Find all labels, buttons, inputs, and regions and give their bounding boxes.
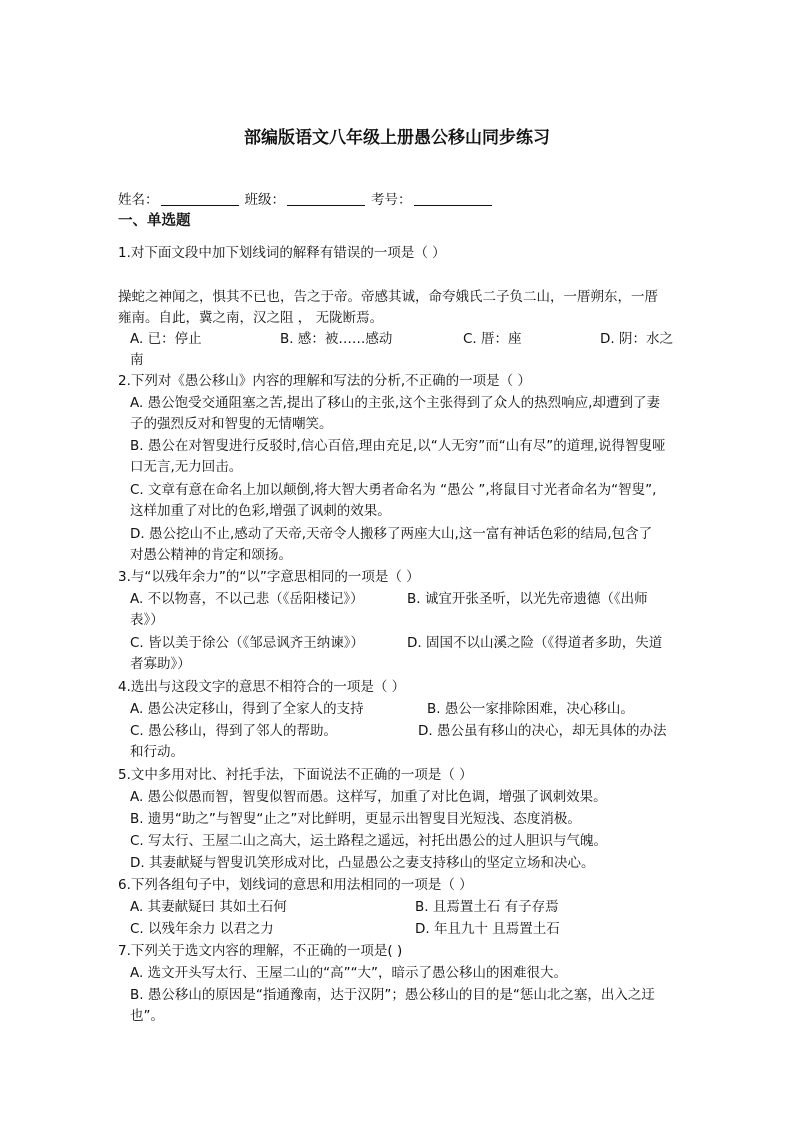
question-2-stem: 2.下列对《愚公移山》内容的理解和写法的分析,不正确的一项是（ ）	[118, 373, 531, 389]
exam-no-field[interactable]	[414, 191, 492, 206]
name-label: 姓名：	[118, 192, 159, 208]
q1-option-d[interactable]: D. 阴：水之	[600, 331, 673, 347]
q6-option-b[interactable]: B. 且焉置土石 有子存焉	[415, 899, 559, 915]
question-4-stem: 4.选出与这段文字的意思不相符合的一项是（ ）	[118, 679, 406, 695]
question-6-options-row-1	[130, 897, 690, 918]
question-1-stem: 1.对下面文段中加下划线词的解释有错误的一项是（ ）	[118, 245, 446, 261]
question-3-options-row-1	[130, 589, 690, 610]
q6-option-a[interactable]: A. 其妻献疑曰 其如土石何	[130, 899, 287, 915]
q4-option-d[interactable]: D. 愚公虽有移山的决心，却无具体的办法	[418, 723, 667, 739]
q3-option-a[interactable]: A. 不以物喜，不以己悲（《岳阳楼记》）	[130, 591, 364, 607]
q1-option-d-continued: 南	[130, 352, 144, 368]
section-heading: 一、单选题	[118, 213, 191, 229]
q4-option-a[interactable]: A. 愚公决定移山，得到了全家人的支持	[130, 701, 364, 717]
q2-option-d[interactable]: D. 愚公挖山不止,感动了天帝,天帝令人搬移了两座大山,这一富有神话色彩的结局,包含了	[130, 526, 653, 542]
question-1-options	[130, 329, 690, 350]
page-title: 部编版语文八年级上册愚公移山同步练习	[244, 128, 550, 148]
name-field[interactable]	[161, 191, 239, 206]
question-1-passage-line-1: 操蛇之神闻之，惧其不已也，告之于帝。帝感其诚，命夸娥氏二子负二山，一厝朔东，一厝	[118, 289, 658, 305]
class-field[interactable]	[287, 191, 365, 206]
q3-option-b[interactable]: B. 诚宜开张圣听，以光先帝遗德（《出师	[407, 591, 648, 607]
question-5-stem: 5.文中多用对比、衬托手法，下面说法不正确的一项是（ ）	[118, 767, 473, 783]
q5-option-c[interactable]: C. 写太行、王屋二山之高大，运土路程之遥远，衬托出愚公的过人胆识与气魄。	[130, 833, 608, 849]
q7-option-b[interactable]: B. 愚公移山的原因是“指通豫南，达于汉阴”；愚公移山的目的是“惩山北之塞，出入之迂	[130, 987, 655, 1003]
q4-option-c[interactable]: C. 愚公移山，得到了邻人的帮助。	[130, 723, 338, 739]
question-1-passage-line-2: 雍南。自此，冀之南，汉之阻 ， 无陇断焉。	[118, 310, 384, 326]
exam-no-label: 考号：	[371, 192, 412, 208]
student-info-line	[118, 190, 688, 211]
q4-option-d-continued: 和行动。	[130, 744, 184, 760]
q2-option-c-continued: 这样加重了对比的色彩,增强了讽刺的效果。	[130, 503, 391, 519]
class-label: 班级：	[244, 192, 285, 208]
question-4-options-row-1	[130, 699, 690, 720]
q3-option-d-continued: 者寡助》）	[130, 656, 191, 672]
question-3-stem: 3.与“以残年余力”的“以”字意思相同的一项是（ ）	[118, 569, 420, 585]
q2-option-b[interactable]: B. 愚公在对智叟进行反驳时,信心百倍,理由充足,以“人无穷”而“山有尽”的道理,说得智叟哑	[130, 438, 666, 454]
q5-option-a[interactable]: A. 愚公似愚而智，智叟似智而愚。这样写，加重了对比色调，增强了讽刺效果。	[130, 789, 607, 805]
q1-option-b[interactable]: B. 感：被……感动	[280, 331, 393, 347]
question-4-options-row-2	[130, 721, 690, 742]
q7-option-a[interactable]: A. 选文开头写太行、王屋二山的“高”“大”，暗示了愚公移山的困难很大。	[130, 965, 568, 981]
q6-option-d[interactable]: D. 年且九十 且焉置土石	[415, 921, 560, 937]
question-3-options-row-2	[130, 633, 690, 654]
q1-option-c[interactable]: C. 厝：座	[463, 331, 522, 347]
question-7-stem: 7.下列关于选文内容的理解，不正确的一项是( )	[118, 943, 403, 959]
q6-option-c[interactable]: C. 以残年余力 以君之力	[130, 921, 274, 937]
q3-option-b-continued: 表》）	[130, 612, 164, 628]
question-6-options-row-2	[130, 919, 690, 940]
q2-option-b-continued: 口无言,无力回击。	[130, 459, 243, 475]
question-6-stem: 6.下列各组句子中，划线词的意思和用法相同的一项是（ ）	[118, 877, 473, 893]
q2-option-d-continued: 对愚公精神的肯定和颂扬。	[130, 547, 292, 563]
q7-option-b-continued: 也”。	[130, 1008, 164, 1024]
q4-option-b[interactable]: B. 愚公一家排除困难，决心移山。	[427, 701, 634, 717]
q2-option-a[interactable]: A. 愚公饱受交通阻塞之苦,提出了移山的主张,这个主张得到了众人的热烈响应,却遭到了妻	[130, 395, 660, 411]
q1-option-a[interactable]: A. 已：停止	[130, 331, 202, 347]
q3-option-c[interactable]: C. 皆以美于徐公（《邹忌讽齐王纳谏》）	[130, 635, 365, 651]
q2-option-a-continued: 子的强烈反对和智叟的无情嘲笑。	[130, 416, 333, 432]
q5-option-b[interactable]: B. 遗男“助之”与智叟“止之”对比鲜明，更显示出智叟目光短浅、态度消极。	[130, 811, 581, 827]
q5-option-d[interactable]: D. 其妻献疑与智叟讥笑形成对比，凸显愚公之妻支持移山的坚定立场和决心。	[130, 855, 595, 871]
q3-option-d[interactable]: D. 固国不以山溪之险（《得道者多助，失道	[407, 635, 663, 651]
q2-option-c[interactable]: C. 文章有意在命名上加以颠倒,将大智大勇者命名为 “愚公 ”,将鼠目寸光者命名为“智叟”,	[130, 482, 657, 498]
